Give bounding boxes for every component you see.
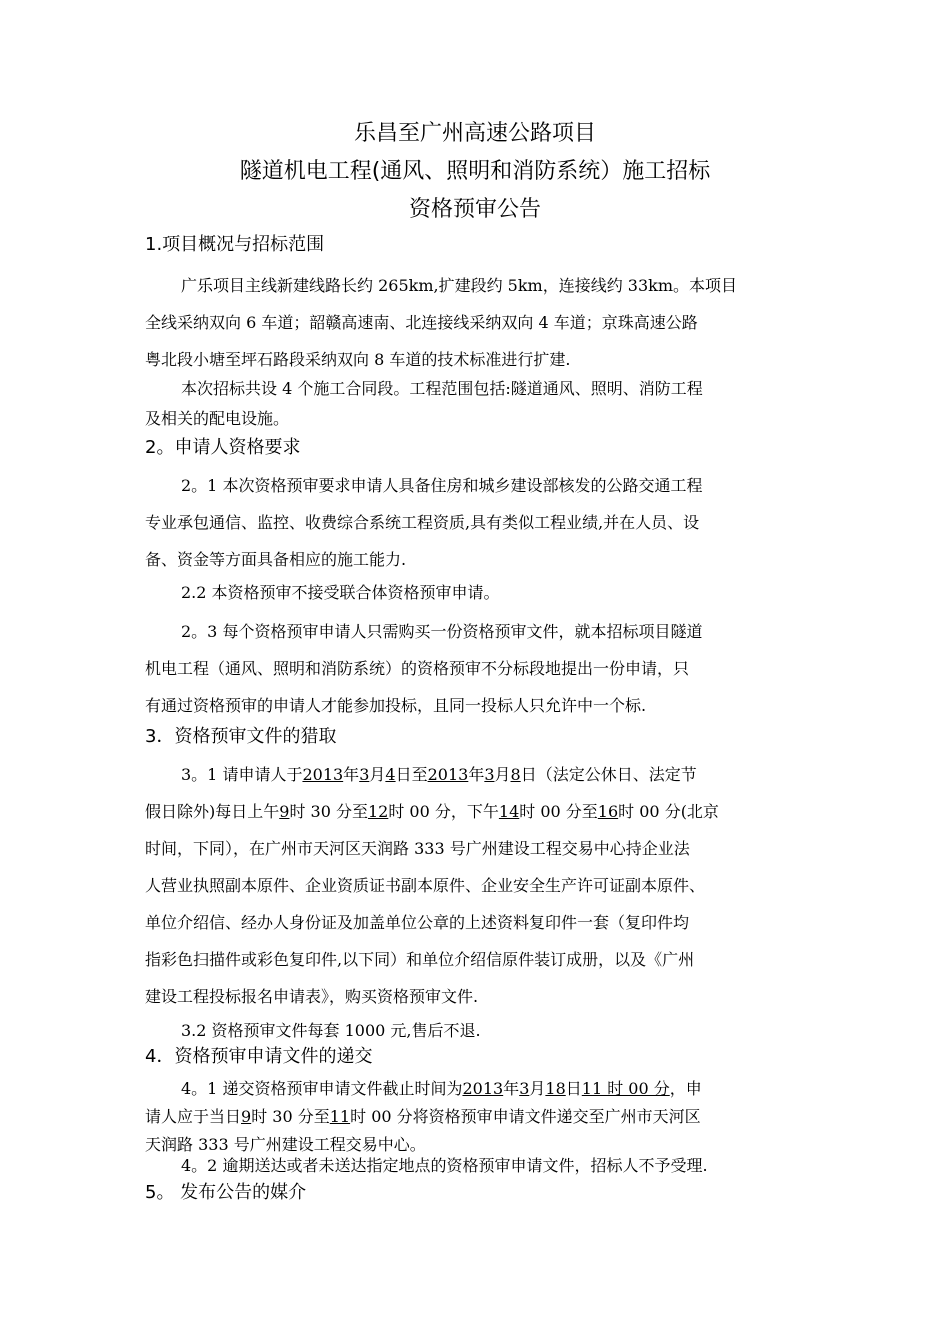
text-line: 备、资金等方面具备相应的施工能力. bbox=[145, 550, 407, 569]
text-line: 请人应于当日9时 30 分至11时 00 分将资格预审申请文件递交至广州市天河区 bbox=[145, 1107, 701, 1126]
document-title-line-1: 乐昌至广州高速公路项目 bbox=[353, 121, 596, 146]
text-line: 及相关的配电设施。 bbox=[145, 409, 290, 428]
date-month: 3 bbox=[359, 765, 370, 784]
date-year: 2013 bbox=[302, 765, 344, 784]
document-title-line-3: 资格预审公告 bbox=[408, 197, 541, 222]
text-line: 广乐项目主线新建线路长约 265km,扩建段约 5km，连接线约 33km。本项目 bbox=[181, 276, 738, 295]
text-line: 假日除外)每日上午9时 30 分至12时 00 分，下午14时 00 分至16时 00 分(北京 bbox=[145, 802, 719, 821]
text-line: 全线采纳双向 6 车道；韶赣高速南、北连接线采纳双向 4 车道；京珠高速公路 bbox=[145, 313, 698, 332]
time-hour: 14 bbox=[498, 802, 520, 821]
date-day: 4 bbox=[385, 765, 396, 784]
text-line: 机电工程（通风、照明和消防系统）的资格预审不分标段地提出一份申请，只 bbox=[145, 659, 690, 678]
text-line: 有通过资格预审的申请人才能参加投标，且同一投标人只允许中一个标. bbox=[145, 696, 647, 715]
text-line: 2。3 每个资格预审申请人只需购买一份资格预审文件，就本招标项目隧道 bbox=[181, 622, 703, 641]
paragraph-2-3 bbox=[145, 613, 810, 724]
section-4-heading: 4．资格预审申请文件的递交 bbox=[145, 1046, 373, 1067]
text-line: 2.2 本资格预审不接受联合体资格预审申请。 bbox=[181, 583, 500, 602]
deadline-time: 11 时 00 分 bbox=[581, 1079, 670, 1098]
time-hour: 16 bbox=[597, 802, 619, 821]
text-line: 4。2 逾期送达或者未送达指定地点的资格预审申请文件，招标人不予受理. bbox=[181, 1156, 708, 1175]
section-3-heading: 3．资格预审文件的猎取 bbox=[145, 726, 337, 747]
date-month: 3 bbox=[519, 1079, 530, 1098]
text-line: 单位介绍信、经办人身份证及加盖单位公章的上述资料复印件一套（复印件均 bbox=[145, 913, 690, 932]
text-line: 3。1 请申请人于2013年3月4日至2013年3月8日（法定公休日、法定节 bbox=[181, 765, 697, 784]
time-hour: 11 bbox=[329, 1107, 351, 1126]
text-line: 4。1 递交资格预审申请文件截止时间为2013年3月18日11 时 00 分，申 bbox=[181, 1079, 702, 1098]
text-line: 2。1 本次资格预审要求申请人具备住房和城乡建设部核发的公路交通工程 bbox=[181, 476, 703, 495]
text-line: 专业承包通信、监控、收费综合系统工程资质,具有类似工程业绩,并在人员、设 bbox=[145, 513, 700, 532]
paragraph-3-2 bbox=[145, 1016, 810, 1046]
text-line: 天润路 333 号广州建设工程交易中心。 bbox=[145, 1135, 426, 1154]
date-day: 18 bbox=[545, 1079, 566, 1098]
text-line: 本次招标共设 4 个施工合同段。工程范围包括:隧道通风、照明、消防工程 bbox=[181, 379, 703, 398]
text-line: 3.2 资格预审文件每套 1000 元,售后不退. bbox=[181, 1021, 481, 1040]
date-year: 2013 bbox=[427, 765, 469, 784]
date-year: 2013 bbox=[462, 1079, 504, 1098]
text-line: 指彩色扫描件或彩色复印件,以下同）和单位介绍信原件装订成册，以及《广州 bbox=[145, 950, 695, 969]
paragraph-2-2 bbox=[145, 578, 810, 608]
text-line: 粤北段小塘至坪石路段采纳双向 8 车道的技术标准进行扩建. bbox=[145, 350, 571, 369]
section-5-heading: 5。 发布公告的媒介 bbox=[145, 1182, 307, 1203]
section-1-paragraph-1 bbox=[145, 267, 810, 378]
date-day: 8 bbox=[510, 765, 521, 784]
time-hour: 12 bbox=[367, 802, 389, 821]
paragraph-3-1 bbox=[145, 756, 810, 1015]
paragraph-4-2 bbox=[145, 1152, 810, 1180]
section-2-heading: 2。申请人资格要求 bbox=[145, 437, 301, 458]
date-month: 3 bbox=[484, 765, 495, 784]
paragraph-2-1 bbox=[145, 467, 810, 578]
section-1-paragraph-2 bbox=[145, 374, 810, 434]
paragraph-4-1 bbox=[145, 1075, 810, 1159]
text-line: 人营业执照副本原件、企业资质证书副本原件、企业安全生产许可证副本原件、 bbox=[145, 876, 706, 895]
section-1-heading: 1.项目概况与招标范围 bbox=[145, 234, 325, 255]
time-hour: 9 bbox=[241, 1107, 252, 1126]
text-line: 建设工程投标报名申请表》，购买资格预审文件. bbox=[145, 987, 479, 1006]
time-hour: 9 bbox=[279, 802, 290, 821]
text-line: 时间，下同），在广州市天河区天润路 333 号广州建设工程交易中心持企业法 bbox=[145, 839, 690, 858]
document-title-line-2: 隧道机电工程(通风、照明和消防系统）施工招标 bbox=[239, 159, 711, 184]
